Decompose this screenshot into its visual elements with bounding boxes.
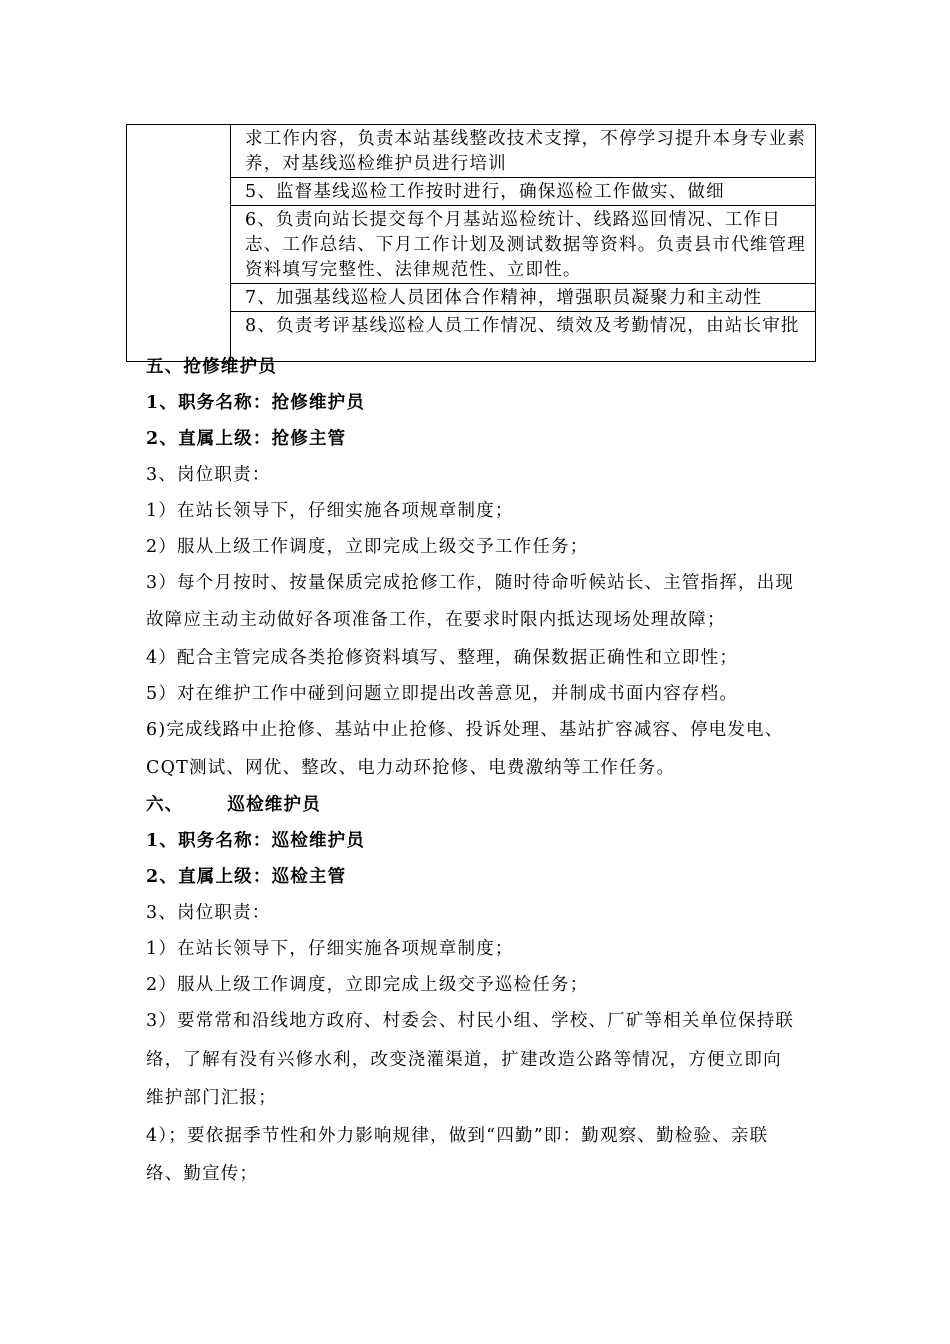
table-cell-text: 求工作内容，负责本站基线整改技术支撑，不停学习提升本身专业素养，对基线巡检维护员进行培训 bbox=[245, 129, 806, 174]
table-left-cell bbox=[127, 125, 231, 362]
duty-line: 2）服从上级工作调度，立即完成上级交予巡检任务； bbox=[146, 975, 589, 995]
duty-line: 1）在站长领导下，仔细实施各项规章制度； bbox=[146, 501, 514, 521]
superior-line: 2、直属上级：抢修主管 bbox=[146, 429, 347, 449]
table-cell-text: 6、负责向站长提交每个月基站巡检统计、线路巡回情况、工作日志、工作总结、下月工作计划及测试数据等资料。负责县市代维管理资料填写完整性、法律规范性、立即性。 bbox=[245, 210, 806, 280]
table-row bbox=[127, 284, 816, 312]
table-cell bbox=[231, 178, 816, 206]
table-cell bbox=[231, 125, 816, 178]
table-cell bbox=[231, 284, 816, 312]
duty-line: 络，了解有没有兴修水利，改变浇灌渠道，扩建改造公路等情况，方便立即向 bbox=[146, 1050, 782, 1070]
duty-line: 3）每个月按时、按量保质完成抢修工作，随时待命听候站长、主管指挥，出现 bbox=[146, 573, 795, 593]
section-heading-number: 六、 bbox=[146, 795, 184, 815]
duty-line: 络、勤宣传； bbox=[146, 1164, 259, 1184]
duty-line: 3）要常常和沿线地方政府、村委会、村民小组、学校、厂矿等相关单位保持联 bbox=[146, 1011, 795, 1031]
duty-line: CQT测试、网优、整改、电力动环抢修、电费激纳等工作任务。 bbox=[146, 758, 676, 778]
duties-label: 3、岗位职责： bbox=[146, 903, 271, 923]
job-title-line: 1、职务名称：抢修维护员 bbox=[146, 393, 366, 413]
duty-line: 1）在站长领导下，仔细实施各项规章制度； bbox=[146, 939, 514, 959]
duty-line: 6)完成线路中止抢修、基站中止抢修、投诉处理、基站扩容减容、停电发电、 bbox=[146, 720, 784, 740]
table-cell-text: 8、负责考评基线巡检人员工作情况、绩效及考勤情况，由站长审批 bbox=[245, 316, 800, 336]
duty-line: 5）对在维护工作中碰到问题立即提出改善意见，并制成书面内容存档。 bbox=[146, 684, 739, 704]
table-row bbox=[127, 312, 816, 362]
section-heading: 五、抢修维护员 bbox=[146, 357, 277, 377]
duty-line: 4）配合主管完成各类抢修资料填写、整理，确保数据正确性和立即性； bbox=[146, 648, 739, 668]
duty-line: 4）；要依据季节性和外力影响规律，做到“四勤”即：勤观察、勤检验、亲联 bbox=[146, 1126, 769, 1146]
section-heading bbox=[146, 794, 321, 816]
table-cell-text: 7、加强基线巡检人员团体合作精神，增强职员凝聚力和主动性 bbox=[245, 288, 763, 308]
duties-label: 3、岗位职责： bbox=[146, 465, 271, 485]
duty-table bbox=[126, 124, 816, 362]
table-cell bbox=[231, 206, 816, 284]
table-row bbox=[127, 206, 816, 284]
duty-line: 维护部门汇报； bbox=[146, 1088, 277, 1108]
duty-line: 故障应主动主动做好各项准备工作，在要求时限内抵达现场处理故障； bbox=[146, 610, 726, 630]
table-cell-text: 5、监督基线巡检工作按时进行，确保巡检工作做实、做细 bbox=[245, 182, 725, 202]
superior-line: 2、直属上级：巡检主管 bbox=[146, 867, 347, 887]
duty-line: 2）服从上级工作调度，立即完成上级交予工作任务； bbox=[146, 537, 589, 557]
table-cell bbox=[231, 312, 816, 362]
section-heading-text: 巡检维护员 bbox=[227, 795, 321, 815]
table-row bbox=[127, 178, 816, 206]
job-title-line: 1、职务名称：巡检维护员 bbox=[146, 831, 366, 851]
table-row bbox=[127, 125, 816, 178]
